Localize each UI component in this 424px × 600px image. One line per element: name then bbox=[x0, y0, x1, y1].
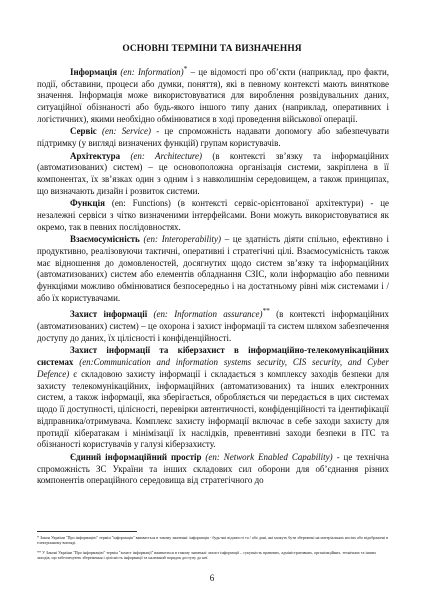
paragraph-network-enabled-capability bbox=[37, 452, 389, 487]
paragraph-function-text: (в контексті сервіс-орієнтованої архітектури) - це незалежні сервіси з чітко визначеними інтерфейсами. Вони можуть використовуватися як окремо, так в певних послідовностях. bbox=[37, 198, 389, 232]
term-network-enabled-capability: Єдиний інформаційний простір bbox=[70, 451, 202, 462]
paragraph-information bbox=[37, 63, 389, 126]
page-number: 6 bbox=[209, 573, 215, 583]
paragraph-cis-security-text: є складовою захисту інформації і складається з комплексу заходів безпеки для захисту телекомунікаційних, інформаційних (автоматизованих) та інших електронних систем, а також інформації, яка зберігається, обробляється чи передається в цих системах щодо її доступності, цілісності, перевірки автентичності, конфіденційності та ідентифікації відправника/отримувача. Комплекс захисту інформації включає в себе заходи захисту для протидії кібератакам і мінімізації їх наслідків, превентивні заходи безпеки в ІТС та обізнаності користувачів у галузі кіберзахисту. bbox=[37, 368, 389, 450]
term-information: Інформація bbox=[70, 66, 118, 77]
term-cis-security-en: (en:Communication and information systems security, CIS security, and Cyber Defence) bbox=[37, 357, 389, 379]
term-interoperability-en: (en: Interoperability) bbox=[143, 234, 221, 245]
term-architecture-en: (en: Architecture) bbox=[130, 150, 202, 161]
paragraph-function bbox=[37, 198, 389, 233]
term-information-assurance-en: (en: Information assurance) bbox=[153, 309, 263, 320]
footnotes bbox=[37, 535, 389, 565]
footnote-2: ** У Законі України "Про інформацію" термін "захист інформації" вживається в такому значенні: захист інформації – сукупність правових, адміністративних, організаційних, технічних та інших заходів, що забезпечують збереження і цілісність інформації та належний порядок доступу до неї. bbox=[37, 550, 377, 561]
term-network-enabled-capability-en: (en: Network Enabled Capability) bbox=[205, 451, 333, 462]
term-service-en: (en: Service) bbox=[102, 126, 151, 137]
term-architecture: Архітектура bbox=[70, 150, 121, 161]
footnote-1: * Закон України "Про інформацію" термін "інформація" вживається в такому значенні: інформація - будь-які відомості та / або дані, які можуть бути збережені на матеріальних носіях або відображені в електронному вигляді. bbox=[37, 535, 389, 546]
paragraph-network-enabled-capability-text: - це технічна спроможність ЗС України та інших складових сил оборони для об’єднання різних компонентів операційного середовища від стратегічного до bbox=[37, 451, 390, 486]
term-information-en: (en: Information) bbox=[120, 66, 184, 77]
term-cis-security: Захист інформації та кіберзахист в інформаційно-телекомунікаційних системах bbox=[37, 345, 389, 368]
footnote-mark-1: * bbox=[183, 64, 188, 73]
paragraph-service bbox=[37, 126, 389, 150]
paragraph-interoperability-text: – це здатність діяти спільно, ефективно і продуктивно, реалізовуючи тактичні, оперативні і стратегічні цілі. Взаємосумісність також має відношення до домовленостей, досягнутих щодо систем зв’язку та інформаційних (автоматизованих) систем або елементів обладнання СЗІС, коли інформацію або певними функціями можливо обмінюватися безпосередньо і на достатньому рівні між системами і / або їх користувачами. bbox=[37, 234, 390, 303]
paragraph-information-text: – це відомості про об’єкти (наприклад, про факти, події, обставини, процеси або думки, поняття), які в певному контексті мають виняткове значення. Інформація може використовуватися для вироблення розвідувальних даних, ситуаційної обізнаності або будь-якого іншого типу даних (наприклад, оперативних і логістичних), якими необхідно обмінюватися в ході проведення військової операції. bbox=[37, 66, 389, 124]
footnote-divider bbox=[37, 531, 137, 532]
document-body bbox=[37, 63, 389, 487]
paragraph-architecture-text: (в контексті зв’язку та інформаційних (автоматизованих) систем) – це основоположна організація системи, закріплена в її компонентах, їх зв’язках один з одним і з навколишнім середовищем, а також принципах, що визначають дизайн і розвиток системи. bbox=[37, 150, 389, 196]
term-information-assurance: Захист інформації bbox=[70, 309, 148, 320]
term-function-en: (en: Functions) bbox=[111, 198, 171, 209]
paragraph-information-assurance-text: (в контексті інформаційних (автоматизованих) систем) – це охорона і захист інформації та систем шляхом забезпечення доступу до даних, їх цілісності і конфіденційності. bbox=[37, 309, 389, 343]
paragraph-interoperability bbox=[37, 234, 389, 305]
page-title: ОСНОВНІ ТЕРМІНИ ТА ВИЗНАЧЕННЯ bbox=[122, 44, 302, 54]
paragraph-service-text: - це спроможність надавати допомогу або забезпечувати підтримку (у вигляді визначених функцій) групам користувачів. bbox=[37, 126, 389, 149]
paragraph-information-assurance bbox=[37, 305, 389, 344]
term-service: Сервіс bbox=[70, 126, 97, 137]
paragraph-cis-security bbox=[37, 345, 389, 451]
term-interoperability: Взаємосумісність bbox=[70, 234, 140, 245]
footnote-mark-2: ** bbox=[262, 306, 270, 316]
paragraph-architecture bbox=[37, 151, 389, 198]
term-function: Функція bbox=[70, 198, 105, 209]
